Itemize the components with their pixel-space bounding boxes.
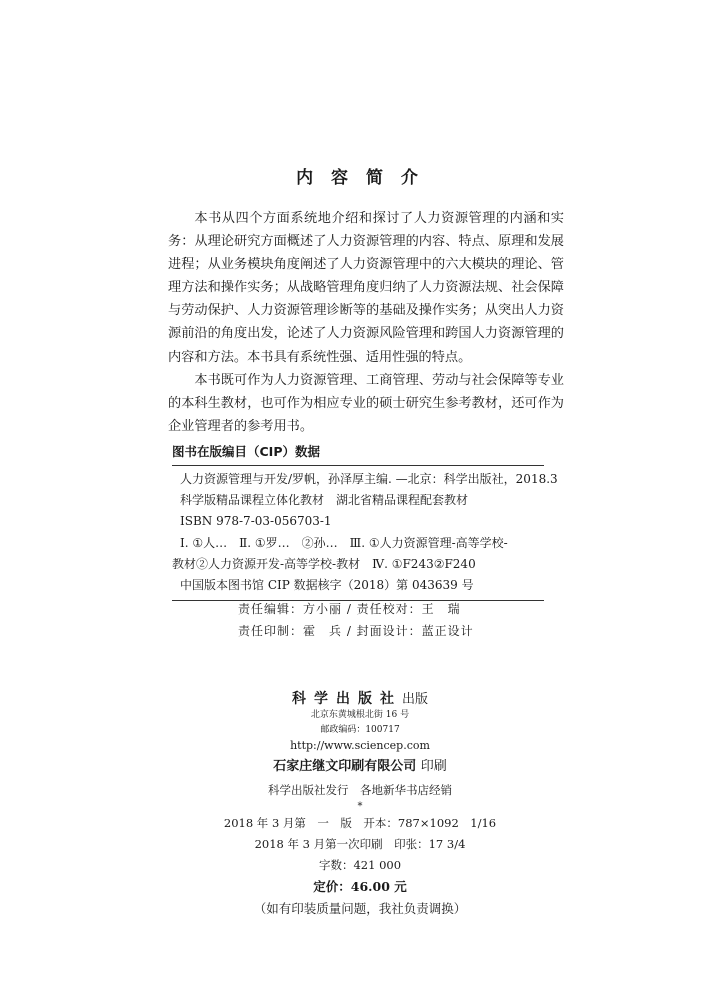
printer-suffix: 印刷 (420, 759, 447, 774)
publisher-url: http://www.sciencep.com (290, 739, 430, 752)
editor-credit-line: 责任编辑：方小丽 / 责任校对：王 瑞 (238, 602, 461, 616)
editor-credit-line: 责任印制：霍 兵 / 封面设计：蓝正设计 (238, 624, 474, 638)
price: 定价：46.00 元 (313, 879, 407, 894)
cip-data-block (172, 465, 558, 601)
word-count: 字数：421 000 (318, 858, 402, 872)
editor-credits (238, 598, 474, 642)
cip-line: ISBN 978-7-03-056703-1 (180, 514, 332, 529)
publisher-name: 科学出版社 (291, 691, 402, 707)
cip-line: 中国版本图书馆 CIP 数据核字（2018）第 043639 号 (180, 578, 474, 593)
summary-paragraph: 本书从四个方面系统地介绍和探讨了人力资源管理的内涵和实务：从理论研究方面概述了人力资源管理的内容、特点、原理和发展进程；从业务模块角度阐述了人力资源管理中的六大模块的理论、管理方法和操作实务；从战略管理角度归纳了人力资源法规、社会保障与劳动保护、人力资源管理诊断等的基础及操作实务；从突出人力资源前沿的角度出发，论述了人力资源风险管理和跨国人力资源管理的内容和方法。本书具有系统性强、适用性强的特点。 (168, 211, 564, 365)
page-title: 内 容 简 介 (296, 168, 424, 188)
quality-notice: （如有印装质量问题，我社负责调换） (253, 901, 467, 916)
printing-line: 2018 年 3 月第一次印刷 印张：17 3/4 (254, 837, 466, 851)
publisher-suffix: 出版 (401, 692, 428, 707)
printer-line (0, 755, 720, 779)
printer-name: 石家庄继文印刷有限公司 (273, 759, 417, 774)
summary-paragraph: 本书既可作为人力资源管理、工商管理、劳动与社会保障等专业的本科生教材，也可作为相应专业的硕士研究生参考教材，还可作为企业管理者的参考用书。 (168, 372, 564, 434)
cip-heading: 图书在版编目（CIP）数据 (172, 444, 320, 459)
publisher-postcode: 邮政编码：100717 (320, 725, 400, 735)
cip-line: Ⅰ. ①人… Ⅱ. ①罗… ②孙… Ⅲ. ①人力资源管理-高等学校- (180, 535, 508, 550)
distribution-line: 科学出版社发行 各地新华书店经销 (268, 783, 452, 797)
separator-star: * (357, 801, 363, 812)
publisher-address: 北京东黄城根北街 16 号 (310, 710, 410, 720)
cip-line: 教材②人力资源开发-高等学校-教材 Ⅳ. ①F243②F240 (172, 556, 476, 571)
edition-line: 2018 年 3 月第 一 版 开本：787×1092 1/16 (223, 816, 497, 830)
publisher-block (0, 688, 720, 920)
cip-line: 科学版精品课程立体化教材 湖北省精品课程配套教材 (180, 493, 469, 508)
summary-section (168, 207, 564, 438)
cip-line: 人力资源管理与开发/罗帆，孙泽厚主编. —北京：科学出版社，2018.3 (180, 472, 558, 486)
publisher-line (0, 688, 720, 708)
